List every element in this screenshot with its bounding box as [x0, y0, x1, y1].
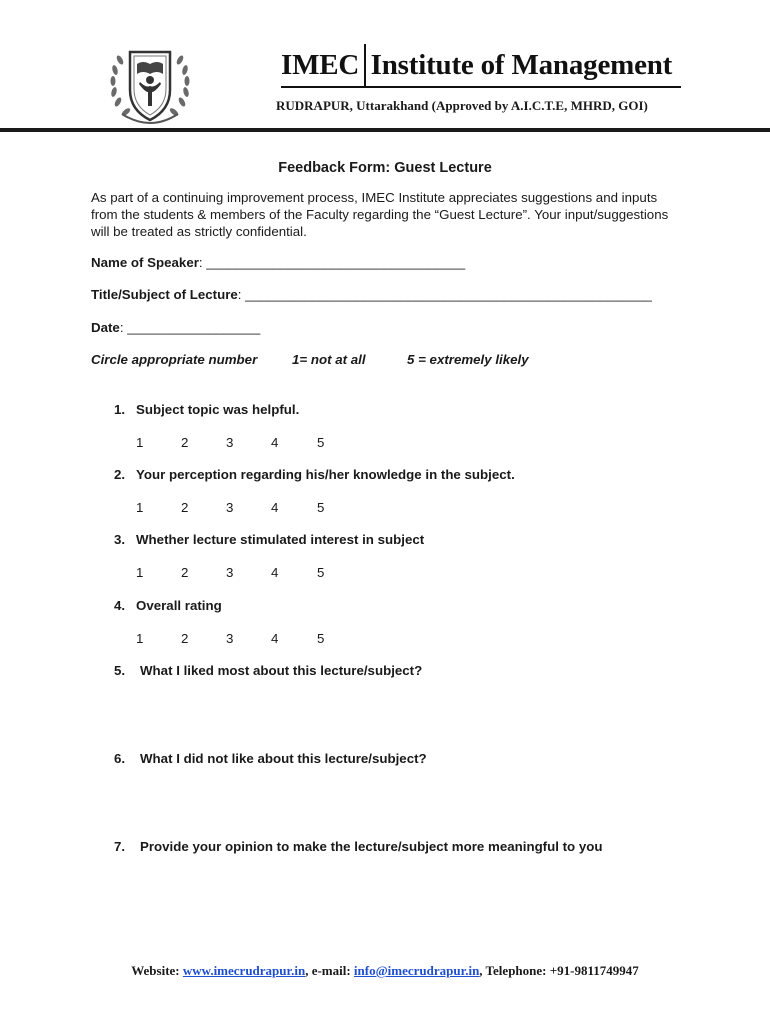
rating-option-2[interactable]: 2	[181, 500, 189, 515]
rating-option-2[interactable]: 2	[181, 435, 189, 450]
subject-field	[91, 287, 652, 302]
brand-full-name: Institute of Management	[370, 48, 673, 81]
question-6	[114, 751, 427, 766]
institute-name	[281, 44, 672, 86]
intro-paragraph: As part of a continuing improvement process, IMEC Institute appreciates suggestions and inputs from the students & members of the Faculty regarding the “Guest Lecture”. Your input/suggestions will be treated as strictly confidential.	[91, 190, 669, 239]
question-text: Subject topic was helpful.	[136, 402, 300, 417]
question-number: 5.	[114, 663, 126, 678]
question-3	[114, 532, 424, 547]
rating-option-4[interactable]: 4	[271, 631, 279, 646]
rating-option-1[interactable]: 1	[136, 500, 144, 515]
question-text: Whether lecture stimulated interest in subject	[136, 532, 425, 547]
brand-separator	[364, 44, 366, 86]
date-blank: : __________________	[119, 320, 261, 335]
rating-option-1[interactable]: 1	[136, 631, 144, 646]
question-number: 6.	[114, 751, 126, 766]
question-number: 7.	[114, 839, 126, 854]
question-text: What I liked most about this lecture/subject?	[140, 663, 423, 678]
rating-option-3[interactable]: 3	[226, 565, 234, 580]
rating-option-4[interactable]: 4	[271, 435, 279, 450]
rating-option-3[interactable]: 3	[226, 435, 234, 450]
question-number: 3.	[114, 532, 126, 547]
brand-abbrev: IMEC	[281, 48, 360, 81]
email-label: , e-mail:	[305, 963, 354, 978]
rating-option-1[interactable]: 1	[136, 565, 144, 580]
rating-option-1[interactable]: 1	[136, 435, 144, 450]
question-4	[114, 598, 222, 613]
rating-option-5[interactable]: 5	[317, 631, 325, 646]
institute-subline: RUDRAPUR, Uttarakhand (Approved by A.I.C.T.E, MHRD, GOI)	[276, 98, 648, 113]
rating-option-5[interactable]: 5	[317, 500, 325, 515]
speaker-field	[91, 255, 465, 270]
rating-option-5[interactable]: 5	[317, 435, 325, 450]
scale-instruction: Circle appropriate number	[91, 352, 258, 367]
institute-emblem-logo	[104, 42, 196, 128]
form-title: Feedback Form: Guest Lecture	[278, 160, 492, 176]
date-field	[91, 320, 260, 335]
rating-option-2[interactable]: 2	[181, 565, 189, 580]
date-label: Date	[91, 320, 120, 335]
footer-contact	[0, 963, 770, 979]
subject-label: Title/Subject of Lecture	[91, 287, 238, 302]
website-label: Website:	[131, 963, 183, 978]
rating-option-5[interactable]: 5	[317, 565, 325, 580]
question-text: What I did not like about this lecture/subject?	[140, 751, 427, 766]
rating-option-3[interactable]: 3	[226, 631, 234, 646]
question-2	[114, 467, 515, 482]
question-number: 2.	[114, 467, 126, 482]
question-text: Provide your opinion to make the lecture/subject more meaningful to you	[140, 839, 603, 854]
question-number: 1.	[114, 402, 126, 417]
rating-option-2[interactable]: 2	[181, 631, 189, 646]
question-number: 4.	[114, 598, 126, 613]
rating-option-4[interactable]: 4	[271, 500, 279, 515]
scale-high-label: 5 = extremely likely	[407, 352, 529, 367]
telephone-text: , Telephone: +91-9811749947	[479, 963, 639, 978]
question-text: Your perception regarding his/her knowledge in the subject.	[136, 467, 515, 482]
subject-blank: : _______________________________________________________	[237, 287, 652, 302]
speaker-label: Name of Speaker	[91, 255, 199, 270]
question-text: Overall rating	[136, 598, 222, 613]
question-7	[114, 839, 603, 854]
header-divider	[0, 128, 770, 132]
email-link[interactable]: info@imecrudrapur.in	[353, 963, 480, 978]
brand-underline	[281, 86, 681, 88]
rating-option-4[interactable]: 4	[271, 565, 279, 580]
rating-option-3[interactable]: 3	[226, 500, 234, 515]
scale-low-label: 1= not at all	[292, 352, 366, 367]
website-link[interactable]: www.imecrudrapur.in	[182, 963, 306, 978]
question-5	[114, 663, 422, 678]
question-1	[114, 402, 299, 417]
speaker-blank: : ___________________________________	[198, 255, 466, 270]
